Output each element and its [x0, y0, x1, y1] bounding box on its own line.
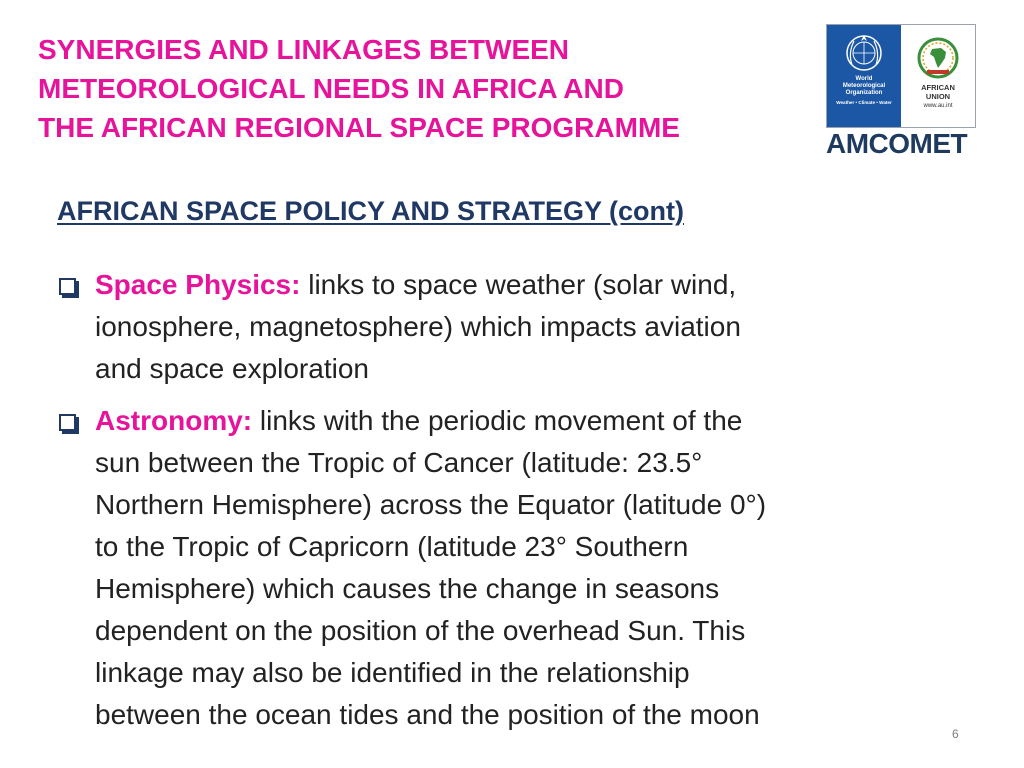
bullet-line: links to space weather (solar wind, — [300, 269, 737, 300]
amcomet-logo: AMCOMET — [826, 128, 968, 159]
wmo-name — [836, 76, 892, 106]
title-line: THE AFRICAN REGIONAL SPACE PROGRAMME — [38, 112, 680, 143]
checkbox-bullet-icon — [59, 278, 76, 295]
bullet-space-physics — [57, 264, 957, 390]
au-name-line: UNION — [925, 92, 951, 101]
bullet-line: between the ocean tides and the position of the moon — [95, 699, 760, 730]
bullet-line: sun between the Tropic of Cancer (latitude: 23.5° — [95, 447, 703, 478]
wmo-logo — [827, 25, 901, 127]
slide-title — [38, 30, 818, 147]
au-name-line: AFRICAN — [921, 83, 955, 92]
bullet-line: ionosphere, magnetosphere) which impacts aviation — [95, 311, 741, 342]
page-number: 6 — [952, 727, 959, 741]
wmo-emblem-icon — [844, 33, 884, 73]
african-union-emblem-icon — [917, 37, 959, 79]
bullet-line: and space exploration — [95, 353, 369, 384]
bullet-lead: Space Physics: — [95, 269, 301, 300]
title-line: SYNERGIES AND LINKAGES BETWEEN — [38, 34, 570, 65]
bullet-text — [95, 264, 957, 390]
bullet-line: links with the periodic movement of the — [252, 405, 743, 436]
bullet-line: Hemisphere) which causes the change in seasons — [95, 573, 720, 604]
partner-logos — [826, 24, 976, 128]
wmo-name-line: Organization — [845, 90, 883, 96]
african-union-name — [921, 83, 955, 111]
bullet-line: to the Tropic of Capricorn (latitude 23° Southern — [95, 531, 689, 562]
checkbox-bullet-icon — [59, 414, 76, 431]
title-line: METEOROLOGICAL NEEDS IN AFRICA AND — [38, 73, 624, 104]
bullet-line: linkage may also be identified in the relationship — [95, 657, 690, 688]
wmo-name-line: Meteorological — [842, 83, 886, 89]
bullet-line: Northern Hemisphere) across the Equator (latitude 0°) — [95, 489, 767, 520]
wmo-name-line: World — [855, 76, 873, 82]
section-heading: AFRICAN SPACE POLICY AND STRATEGY (cont) — [57, 196, 685, 226]
african-union-logo — [901, 25, 975, 127]
bullet-lead: Astronomy: — [95, 405, 253, 436]
wmo-tagline: Weather • Climate • Water — [836, 100, 892, 105]
bullet-line: dependent on the position of the overhead Sun. This — [95, 615, 746, 646]
bullet-astronomy — [57, 400, 957, 736]
au-url: www.au.int — [923, 103, 953, 109]
bullet-text — [95, 400, 957, 736]
